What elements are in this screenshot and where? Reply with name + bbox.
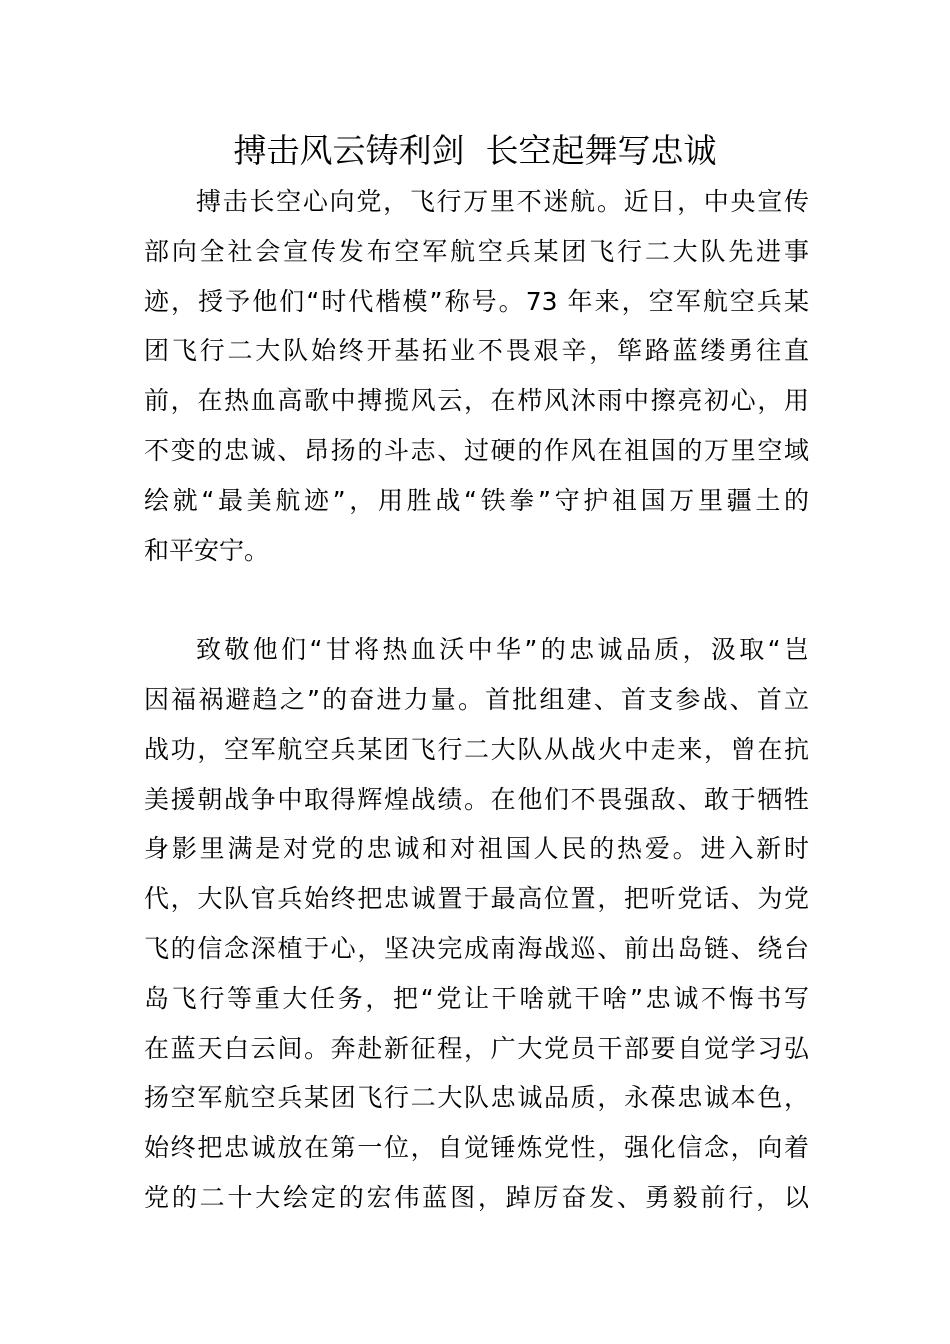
text-line: 代，大队官兵始终把忠诚置于最高位置，把听党话、为党 — [144, 884, 809, 914]
text-line: 飞的信念深植于心，坚决完成南海战巡、前出岛链、绕台 — [144, 933, 809, 963]
paragraph-spacer — [144, 575, 809, 625]
text-line: 岛飞行等重大任务，把“党让干啥就干啥”忠诚不悔书写 — [144, 983, 809, 1013]
text-line: 战功，空军航空兵某团飞行二大队从战火中走来，曾在抗 — [144, 734, 809, 764]
text-line: 和平安宁。 — [144, 535, 270, 565]
text-line: 搏击长空心向党，飞行万里不迷航。近日，中央宣传 — [196, 187, 809, 216]
paragraph-2 — [144, 625, 809, 1223]
text-line: 不变的忠诚、昂扬的斗志、过硬的作风在祖国的万里空域 — [144, 435, 809, 465]
text-line: 绘就“最美航迹”，用胜战“铁拳”守护祖国万里疆土的 — [144, 485, 809, 515]
text-line: 致敬他们“甘将热血沃中华”的忠诚品质，汲取“岂 — [196, 635, 809, 665]
paragraph-1 — [144, 177, 809, 575]
text-line: 身影里满是对党的忠诚和对祖国人民的热爱。进入新时 — [144, 834, 809, 864]
text-line: 在蓝天白云间。奔赴新征程，广大党员干部要自觉学习弘 — [144, 1033, 809, 1063]
document-body — [144, 177, 809, 1223]
text-line: 迹，授予他们“时代楷模”称号。73 年来，空军航空兵某 — [144, 286, 809, 316]
text-line: 因福祸避趋之”的奋进力量。首批组建、首支参战、首立 — [144, 684, 809, 714]
text-line: 美援朝战争中取得辉煌战绩。在他们不畏强敌、敢于牺牲 — [144, 784, 809, 814]
text-line: 部向全社会宣传发布空军航空兵某团飞行二大队先进事 — [144, 236, 809, 266]
text-line: 团飞行二大队始终开基拓业不畏艰辛，筚路蓝缕勇往直 — [144, 336, 809, 366]
document-title: 搏击风云铸利剑 长空起舞写忠诚 — [233, 131, 717, 170]
text-line: 扬空军航空兵某团飞行二大队忠诚品质，永葆忠诚本色， — [144, 1083, 809, 1113]
text-line: 前，在热血高歌中搏揽风云，在栉风沐雨中擦亮初心，用 — [144, 386, 809, 416]
text-line: 始终把忠诚放在第一位，自觉锤炼党性，强化信念，向着 — [144, 1133, 809, 1163]
text-line: 党的二十大绘定的宏伟蓝图，踔厉奋发、勇毅前行，以 — [144, 1182, 809, 1212]
